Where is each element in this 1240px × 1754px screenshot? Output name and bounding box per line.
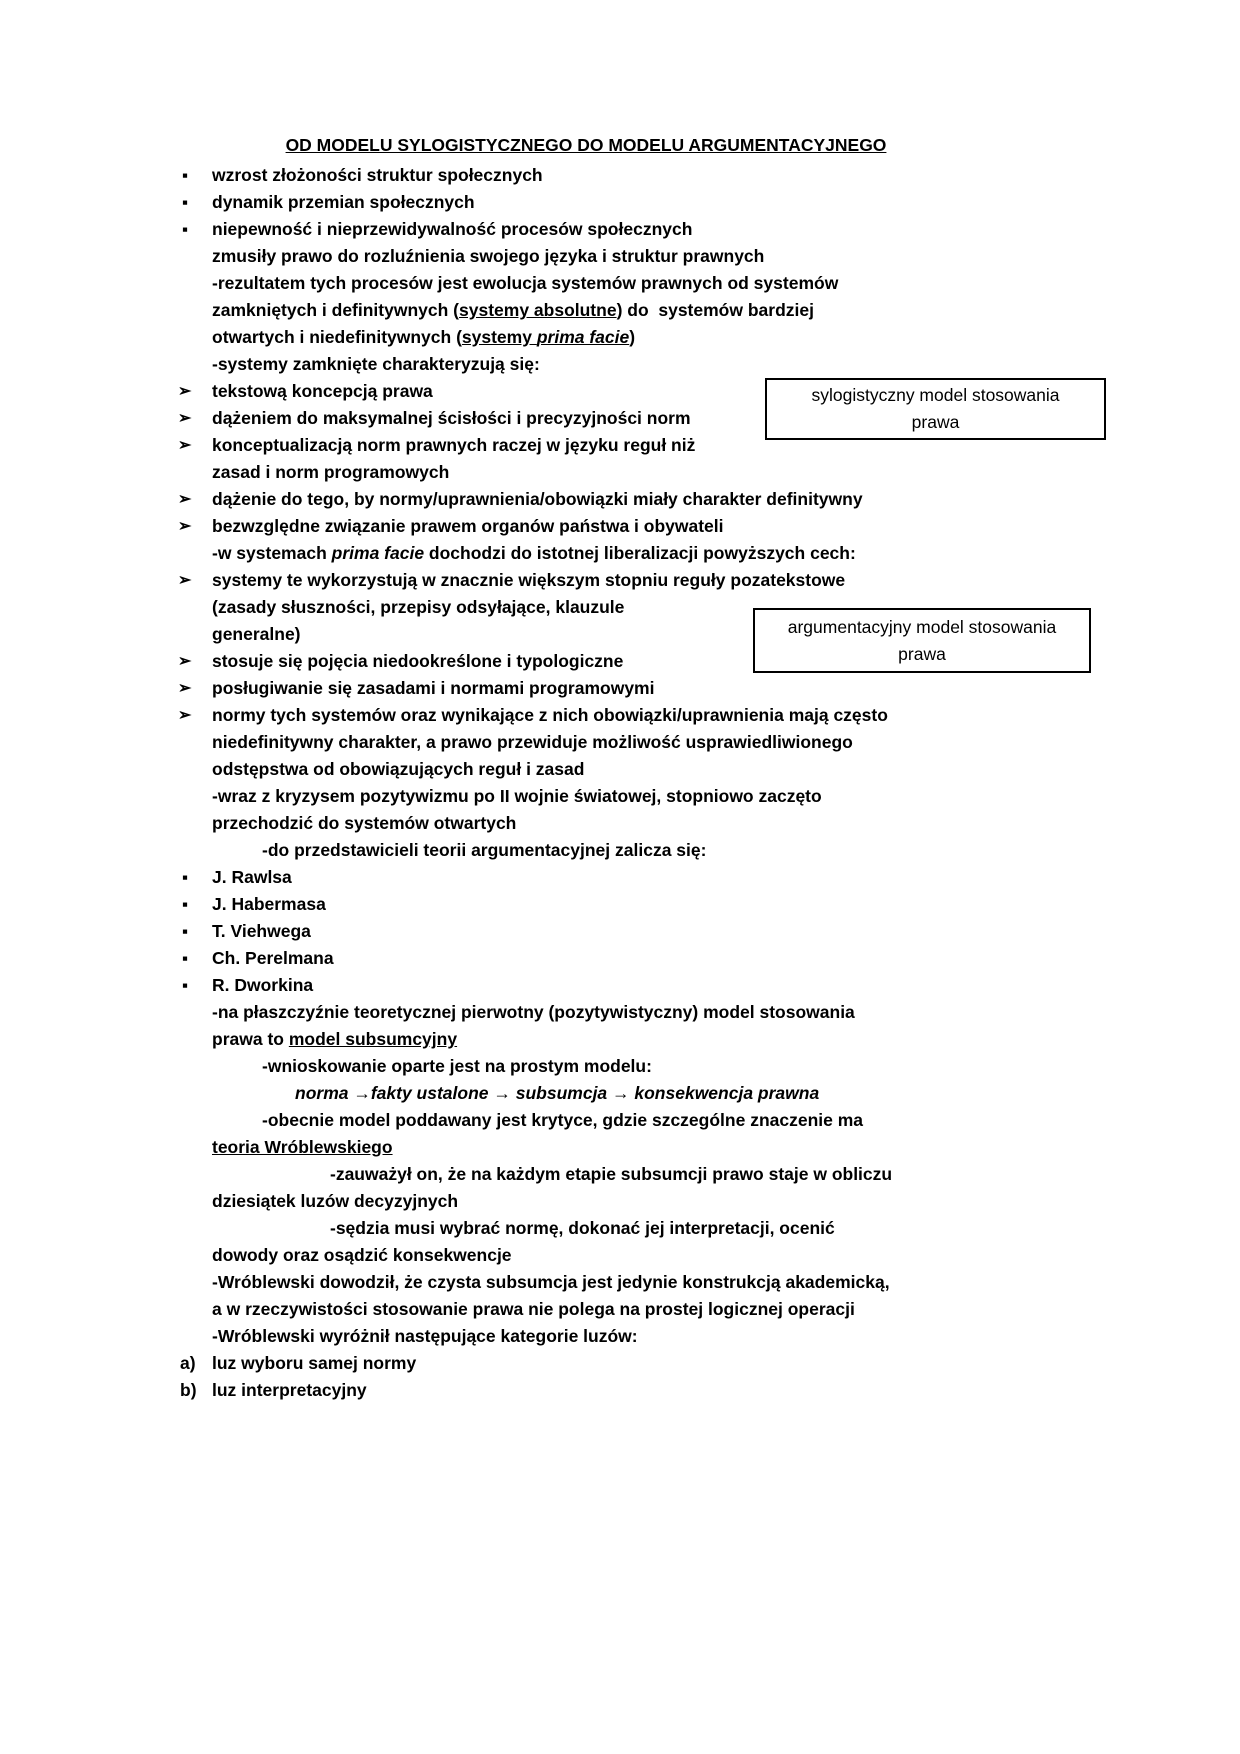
document-line (180, 1080, 992, 1107)
document-line (180, 918, 992, 945)
document-line (180, 999, 992, 1026)
document-line (180, 567, 992, 594)
document-line (180, 810, 992, 837)
text-segment: -Wróblewski dowodził, że czysta subsumcja jest jedynie konstrukcją akademicką, (212, 1272, 890, 1292)
arrow-bullet-icon: ➢ (178, 572, 192, 589)
callout-line: prawa (898, 643, 946, 664)
document-line (180, 783, 992, 810)
arrow-bullet-icon: ➢ (178, 437, 192, 454)
document-line (180, 297, 992, 324)
text-segment: -sędzia musi wybrać normę, dokonać jej interpretacji, ocenić (330, 1218, 835, 1238)
text-segment: teoria Wróblewskiego (212, 1137, 393, 1157)
document-line (180, 1242, 992, 1269)
text-segment: J. Habermasa (212, 894, 326, 914)
text-segment: J. Rawlsa (212, 867, 292, 887)
document-line (180, 540, 992, 567)
callout-line: prawa (911, 412, 960, 432)
document-line (180, 1296, 992, 1323)
document-line (180, 1053, 992, 1080)
text-segment: (zasady słuszności, przepisy odsyłające, klauzule (212, 597, 625, 617)
text-segment: zasad i norm programowych (212, 462, 450, 482)
text-segment: norma →fakty ustalone → subsumcja → konsekwencja prawna (295, 1083, 820, 1103)
document-line (180, 351, 992, 378)
text-segment: -wraz z kryzysem pozytywizmu po II wojnie światowej, stopniowo zaczęto (212, 786, 822, 806)
document-line (180, 1215, 992, 1242)
text-segment: systemy te wykorzystują w znacznie większym stopniu reguły pozatekstowe (212, 570, 846, 590)
text-segment: -Wróblewski wyróżnił następujące kategorie luzów: (212, 1326, 638, 1346)
document-line (180, 513, 992, 540)
document-line (180, 162, 992, 189)
text-segment: generalne) (212, 624, 301, 644)
arrow-bullet-icon: ➢ (178, 491, 192, 508)
text-segment: -obecnie model poddawany jest krytyce, gdzie szczególne znaczenie ma (262, 1110, 864, 1130)
text-segment: -zauważył on, że na każdym etapie subsumcji prawo staje w obliczu (330, 1164, 893, 1184)
document-line (180, 675, 992, 702)
text-segment: przechodzić do systemów otwartych (212, 813, 517, 833)
text-segment: -do przedstawicieli teorii argumentacyjnej zalicza się: (262, 840, 707, 860)
text-segment: wzrost złożoności struktur społecznych (212, 165, 543, 185)
arrow-bullet-icon: ➢ (178, 707, 192, 724)
text-segment: otwartych i niedefinitywnych ( (212, 327, 462, 347)
text-segment: -wnioskowanie oparte jest na prostym modelu: (262, 1056, 652, 1076)
text-segment: dążenie do tego, by normy/uprawnienia/obowiązki miały charakter definitywny (212, 489, 863, 509)
document-content (180, 132, 992, 1404)
document-line (180, 486, 992, 513)
text-segment: T. Viehwega (212, 921, 311, 941)
text-segment: zamkniętych i definitywnych ( (212, 300, 459, 320)
document-line (180, 243, 992, 270)
text-segment: zmusiły prawo do rozluźnienia swojego języka i struktur prawnych (212, 246, 765, 266)
text-segment: model subsumcyjny (288, 1029, 458, 1049)
text-segment: -rezultatem tych procesów jest ewolucja systemów prawnych od systemów (212, 273, 839, 293)
document-line (180, 324, 992, 351)
text-segment: prima facie (536, 327, 630, 347)
text-segment: odstępstwa od obowiązujących reguł i zasad (212, 759, 585, 779)
letter-marker: a) (180, 1353, 196, 1373)
arrow-bullet-icon: ➢ (178, 410, 192, 427)
callout-argumentative-model (753, 608, 1091, 673)
square-bullet-icon: ▪ (182, 922, 189, 941)
text-segment: niepewność i nieprzewidywalność procesów społecznych (212, 219, 693, 239)
text-segment: luz wyboru samej normy (212, 1353, 417, 1373)
text-segment: a w rzeczywistości stosowanie prawa nie polega na prostej logicznej operacji (212, 1299, 855, 1319)
document-line (180, 1377, 992, 1404)
document-line (180, 1161, 992, 1188)
document-line (180, 702, 992, 729)
text-segment: posługiwanie się zasadami i normami programowymi (212, 678, 655, 698)
document-line (180, 972, 992, 999)
document-line (180, 756, 992, 783)
square-bullet-icon: ▪ (182, 220, 189, 239)
text-segment: dowody oraz osądzić konsekwencje (212, 1245, 512, 1265)
square-bullet-icon: ▪ (182, 949, 189, 968)
document-line (180, 1107, 992, 1134)
arrow-bullet-icon: ➢ (178, 653, 192, 670)
document-line (180, 1188, 992, 1215)
document-line (180, 891, 992, 918)
document-line (180, 1269, 992, 1296)
text-segment: niedefinitywny charakter, a prawo przewiduje możliwość usprawiedliwionego (212, 732, 853, 752)
text-segment: prawa to (212, 1029, 289, 1049)
letter-marker: b) (180, 1380, 197, 1400)
text-segment: dążeniem do maksymalnej ścisłości i precyzyjności norm (212, 408, 691, 428)
document-line (180, 1026, 992, 1053)
callout-syllogistic-model (765, 378, 1106, 440)
square-bullet-icon: ▪ (182, 895, 189, 914)
text-segment: Ch. Perelmana (212, 948, 334, 968)
text-segment: ) (629, 327, 636, 347)
text-segment: luz interpretacyjny (212, 1380, 367, 1400)
document-line (180, 945, 992, 972)
document-line (180, 459, 992, 486)
text-segment: dziesiątek luzów decyzyjnych (212, 1191, 459, 1211)
text-segment: dochodzi do istotnej liberalizacji powyższych cech: (424, 543, 856, 563)
document-line (180, 729, 992, 756)
text-segment: -w systemach (212, 543, 332, 563)
text-segment: prima facie (331, 543, 425, 563)
text-segment: dynamik przemian społecznych (212, 192, 475, 212)
document-line (180, 1323, 992, 1350)
text-segment: systemy (461, 327, 537, 347)
text-segment: -na płaszczyźnie teoretycznej pierwotny (pozytywistyczny) model stosowania (212, 1002, 855, 1022)
arrow-bullet-icon: ➢ (178, 518, 192, 535)
square-bullet-icon: ▪ (182, 976, 189, 995)
text-segment: ) do systemów bardziej (616, 300, 814, 320)
text-segment: -systemy zamknięte charakteryzują się: (212, 354, 540, 374)
callout-line: sylogistyczny model stosowania (811, 385, 1060, 405)
document-line (180, 837, 992, 864)
document-title: OD MODELU SYLOGISTYCZNEGO DO MODELU ARGUMENTACYJNEGO (285, 135, 887, 155)
square-bullet-icon: ▪ (182, 868, 189, 887)
document-line (180, 189, 992, 216)
document-body (180, 162, 992, 1404)
text-segment: systemy absolutne (459, 300, 617, 320)
document-line (180, 1134, 992, 1161)
text-segment: normy tych systemów oraz wynikające z nich obowiązki/uprawnienia mają często (212, 705, 888, 725)
arrow-bullet-icon: ➢ (178, 680, 192, 697)
square-bullet-icon: ▪ (182, 193, 189, 212)
text-segment: tekstową koncepcją prawa (212, 381, 433, 401)
text-segment: stosuje się pojęcia niedookreślone i typologiczne (212, 651, 624, 671)
document-line (180, 216, 992, 243)
document-line (180, 270, 992, 297)
document-line (180, 1350, 992, 1377)
arrow-bullet-icon: ➢ (178, 383, 192, 400)
callout-line: argumentacyjny model stosowania (787, 616, 1057, 637)
text-segment: R. Dworkina (212, 975, 314, 995)
document-line (180, 864, 992, 891)
text-segment: bezwzględne związanie prawem organów państwa i obywateli (212, 516, 724, 536)
square-bullet-icon: ▪ (182, 166, 189, 185)
text-segment: konceptualizacją norm prawnych raczej w języku reguł niż (212, 435, 696, 455)
